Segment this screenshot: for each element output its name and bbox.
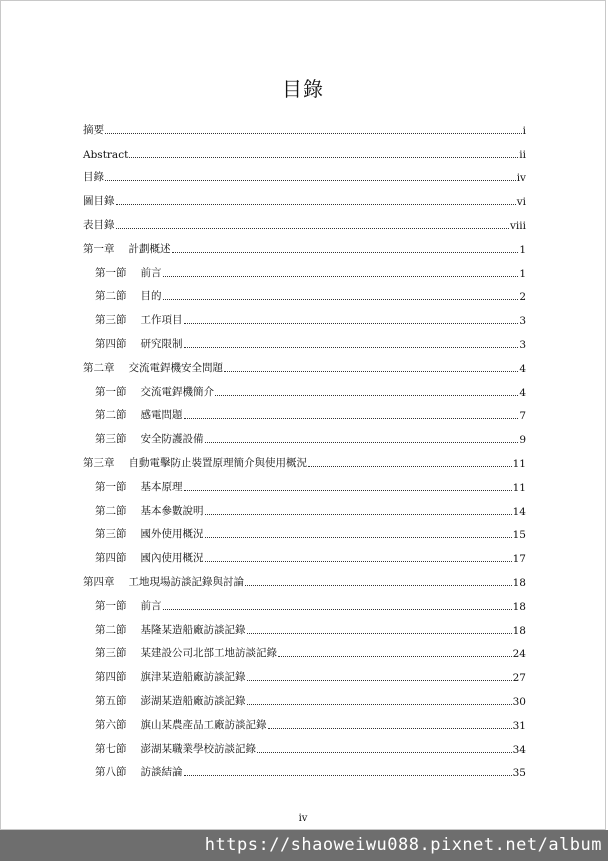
toc-entry-page: iv bbox=[516, 172, 526, 185]
toc-entry-page: 31 bbox=[512, 719, 526, 732]
toc-dot-leader bbox=[184, 774, 512, 776]
toc-entry-label: 基本參數說明 bbox=[140, 504, 204, 517]
toc-entry-label: 工作項目 bbox=[140, 314, 183, 327]
toc-chapter-entry bbox=[83, 232, 526, 256]
toc-section-entry bbox=[83, 399, 526, 423]
toc-entry-label: 感電問題 bbox=[140, 409, 183, 422]
page-title: 目錄 bbox=[282, 77, 324, 101]
toc-chapter-entry bbox=[83, 137, 526, 161]
toc-entry-label: 摘要 bbox=[83, 123, 104, 136]
toc-entry-page: 11 bbox=[512, 481, 526, 494]
toc-entry-page: ii bbox=[519, 148, 526, 161]
toc-section-entry bbox=[83, 470, 526, 494]
toc-entry-page: 9 bbox=[519, 434, 526, 447]
toc-dot-leader bbox=[105, 179, 516, 181]
toc-chapter-entry bbox=[83, 184, 526, 208]
toc-section-entry bbox=[83, 327, 526, 351]
toc-entry-number: 第三節 bbox=[95, 433, 127, 446]
toc-entry-number: 第六節 bbox=[95, 718, 127, 731]
toc-entry-label: 國外使用概況 bbox=[140, 528, 204, 541]
toc-chapter-entry bbox=[83, 351, 526, 375]
toc-entry-label: 國內使用概況 bbox=[140, 552, 204, 565]
toc-entry-label: 前言 bbox=[140, 599, 162, 612]
toc-dot-leader bbox=[245, 584, 512, 586]
toc-dot-leader bbox=[116, 203, 516, 205]
toc-entry-label: 圖目錄 bbox=[83, 195, 115, 208]
toc-entry-number: 第一節 bbox=[95, 385, 127, 398]
toc-entry-page: 3 bbox=[519, 315, 526, 328]
toc-entry-number: 第四節 bbox=[95, 337, 127, 350]
toc-entry-label: 交流電銲機安全問題 bbox=[128, 361, 223, 374]
toc-chapter-entry bbox=[83, 446, 526, 470]
toc-entry-page: 11 bbox=[512, 457, 526, 470]
table-of-contents bbox=[83, 113, 526, 779]
toc-entry-number: 第一節 bbox=[95, 266, 127, 279]
toc-entry-page: 14 bbox=[512, 505, 526, 518]
toc-chapter-entry bbox=[83, 113, 526, 137]
toc-dot-leader bbox=[308, 465, 512, 467]
toc-section-entry bbox=[83, 637, 526, 661]
toc-dot-leader bbox=[105, 132, 522, 134]
toc-entry-label: 旗津某造船廠訪談記錄 bbox=[140, 671, 246, 684]
toc-entry-number: 第一章 bbox=[83, 242, 115, 255]
toc-section-entry bbox=[83, 256, 526, 280]
toc-entry-number: 第一節 bbox=[95, 599, 127, 612]
toc-entry-page: viii bbox=[509, 219, 526, 232]
toc-entry-page: 24 bbox=[512, 648, 526, 661]
toc-section-entry bbox=[83, 613, 526, 637]
toc-entry-number: 第二節 bbox=[95, 409, 127, 422]
toc-entry-page: 4 bbox=[519, 362, 526, 375]
toc-section-entry bbox=[83, 375, 526, 399]
toc-entry-page: 18 bbox=[512, 624, 526, 637]
toc-entry-label: 目錄 bbox=[83, 171, 104, 184]
toc-chapter-entry bbox=[83, 565, 526, 589]
toc-entry-label: 計劃概述 bbox=[128, 242, 171, 255]
toc-entry-label: 交流電銲機簡介 bbox=[140, 385, 214, 398]
toc-entry-label: 表目錄 bbox=[83, 218, 115, 231]
toc-entry-number: 第二章 bbox=[83, 361, 115, 374]
toc-entry-number: 第二節 bbox=[95, 623, 127, 636]
toc-entry-page: 1 bbox=[519, 243, 526, 256]
toc-entry-label: 澎湖某職業學校訪談記錄 bbox=[140, 742, 256, 755]
toc-dot-leader bbox=[278, 655, 512, 657]
toc-section-entry bbox=[83, 303, 526, 327]
toc-entry-number: 第七節 bbox=[95, 742, 127, 755]
toc-entry-page: 34 bbox=[512, 743, 526, 756]
toc-dot-leader bbox=[184, 346, 519, 348]
toc-dot-leader bbox=[205, 560, 512, 562]
toc-dot-leader bbox=[224, 370, 518, 372]
toc-entry-page: 17 bbox=[512, 553, 526, 566]
toc-entry-label: 澎湖某造船廠訪談記錄 bbox=[140, 694, 246, 707]
toc-entry-page: 3 bbox=[519, 338, 526, 351]
toc-dot-leader bbox=[184, 322, 519, 324]
toc-dot-leader bbox=[205, 441, 519, 443]
toc-entry-page: 27 bbox=[512, 672, 526, 685]
toc-entry-page: 35 bbox=[512, 767, 526, 780]
toc-entry-number: 第四章 bbox=[83, 575, 115, 588]
toc-section-entry bbox=[83, 541, 526, 565]
toc-dot-leader bbox=[129, 156, 518, 158]
toc-entry-label: 基本原理 bbox=[140, 480, 183, 493]
toc-dot-leader bbox=[257, 751, 512, 753]
toc-entry-label: 安全防護設備 bbox=[140, 433, 204, 446]
toc-section-entry bbox=[83, 708, 526, 732]
toc-entry-label: 前言 bbox=[140, 266, 162, 279]
toc-chapter-entry bbox=[83, 161, 526, 185]
toc-entry-number: 第三節 bbox=[95, 314, 127, 327]
toc-dot-leader bbox=[172, 251, 519, 253]
toc-entry-label: 基隆某造船廠訪談記錄 bbox=[140, 623, 246, 636]
toc-entry-label: 自動電擊防止裝置原理簡介與使用概況 bbox=[128, 456, 307, 469]
toc-entry-page: 18 bbox=[512, 576, 526, 589]
toc-entry-page: 7 bbox=[519, 410, 526, 423]
toc-section-entry bbox=[83, 422, 526, 446]
toc-dot-leader bbox=[205, 536, 512, 538]
toc-entry-page: 2 bbox=[519, 291, 526, 304]
toc-entry-number: 第一節 bbox=[95, 480, 127, 493]
toc-entry-page: 4 bbox=[519, 386, 526, 399]
toc-dot-leader bbox=[163, 298, 519, 300]
toc-entry-number: 第三節 bbox=[95, 647, 127, 660]
toc-entry-number: 第三章 bbox=[83, 456, 115, 469]
watermark-url: https://shaoweiwu088.pixnet.net/album bbox=[0, 830, 608, 861]
toc-entry-page: i bbox=[522, 124, 526, 137]
toc-entry-number: 第三節 bbox=[95, 528, 127, 541]
toc-dot-leader bbox=[163, 608, 512, 610]
toc-section-entry bbox=[83, 684, 526, 708]
toc-dot-leader bbox=[163, 275, 519, 277]
toc-entry-number: 第八節 bbox=[95, 766, 127, 779]
toc-dot-leader bbox=[184, 489, 512, 491]
toc-entry-number: 第四節 bbox=[95, 671, 127, 684]
toc-entry-page: 18 bbox=[512, 600, 526, 613]
toc-entry-label: Abstract bbox=[83, 148, 129, 161]
toc-entry-page: 1 bbox=[519, 267, 526, 280]
toc-section-entry bbox=[83, 660, 526, 684]
toc-dot-leader bbox=[205, 513, 512, 515]
toc-section-entry bbox=[83, 280, 526, 304]
toc-section-entry bbox=[83, 732, 526, 756]
toc-entry-number: 第二節 bbox=[95, 504, 127, 517]
toc-entry-number: 第四節 bbox=[95, 552, 127, 565]
toc-entry-label: 研究限制 bbox=[140, 337, 183, 350]
toc-dot-leader bbox=[247, 632, 512, 634]
toc-dot-leader bbox=[268, 727, 512, 729]
toc-dot-leader bbox=[184, 417, 519, 419]
toc-dot-leader bbox=[247, 679, 512, 681]
toc-chapter-entry bbox=[83, 208, 526, 232]
toc-section-entry bbox=[83, 494, 526, 518]
toc-entry-page: vi bbox=[516, 196, 526, 209]
toc-section-entry bbox=[83, 589, 526, 613]
toc-entry-label: 訪談結論 bbox=[140, 766, 183, 779]
toc-dot-leader bbox=[247, 703, 512, 705]
toc-entry-number: 第五節 bbox=[95, 694, 127, 707]
toc-dot-leader bbox=[116, 227, 509, 229]
toc-entry-number: 第二節 bbox=[95, 290, 127, 303]
toc-dot-leader bbox=[215, 394, 518, 396]
toc-section-entry bbox=[83, 518, 526, 542]
toc-entry-label: 旗山某農產品工廠訪談記錄 bbox=[140, 718, 267, 731]
toc-entry-page: 30 bbox=[512, 695, 526, 708]
toc-entry-label: 工地現場訪談記錄與討論 bbox=[128, 575, 244, 588]
toc-entry-page: 15 bbox=[512, 529, 526, 542]
toc-entry-label: 某建設公司北部工地訪談記錄 bbox=[140, 647, 277, 660]
toc-entry-label: 目的 bbox=[140, 290, 162, 303]
page-number: iv bbox=[298, 813, 308, 824]
toc-section-entry bbox=[83, 756, 526, 780]
